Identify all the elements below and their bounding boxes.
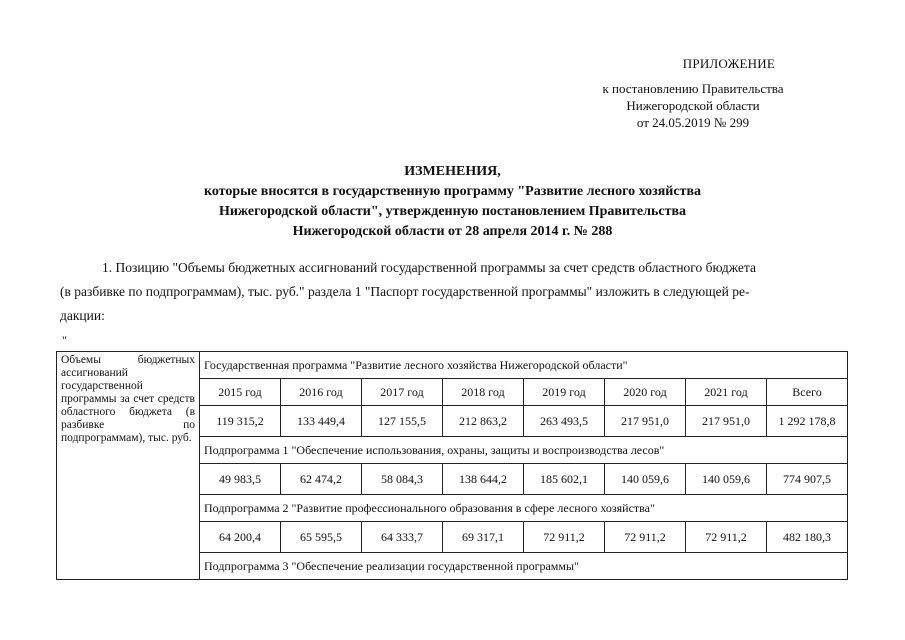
program-value-cell: 133 449,4 [281, 406, 362, 437]
subprogram-2-value-cell: 72 911,2 [605, 522, 686, 553]
program-value-cell: 1 292 178,8 [767, 406, 848, 437]
subprogram-2-value-cell: 72 911,2 [686, 522, 767, 553]
body-paragraph [60, 256, 845, 328]
budget-label-cell: Объемы бюджетных ассигнований государственной программы за счет средств областного бюджета (в разбивке по подпрограммам), тыс. руб. [57, 352, 200, 580]
year-header-cell: 2021 год [686, 379, 767, 406]
program-value-cell: 217 951,0 [686, 406, 767, 437]
subprogram-1-value-cell: 140 059,6 [686, 464, 767, 495]
subprogram-1-value-cell: 140 059,6 [605, 464, 686, 495]
budget-table [56, 351, 848, 580]
program-value-cell: 212 863,2 [443, 406, 524, 437]
subprogram-1-value-cell: 774 907,5 [767, 464, 848, 495]
program-value-cell: 127 155,5 [362, 406, 443, 437]
subprogram-2-title-cell: Подпрограмма 2 "Развитие профессионального образования в сфере лесного хозяйства" [200, 495, 848, 522]
paragraph-line-1: 1. Позицию "Объемы бюджетных ассигнований государственной программы за счет средств областного бюджета [102, 260, 756, 275]
table-row [57, 352, 848, 379]
subprogram-2-value-cell: 482 180,3 [767, 522, 848, 553]
appendix-label: ПРИЛОЖЕНИЕ [682, 56, 775, 71]
resolution-line-2: Нижегородской области [626, 98, 760, 113]
heading-line-3: Нижегородской области", утвержденную постановлением Правительства [218, 204, 687, 219]
paragraph-line-3: дакции: [60, 308, 105, 323]
program-title-cell: Государственная программа "Развитие лесного хозяйства Нижегородской области" [200, 352, 848, 379]
heading-line-1: ИЗМЕНЕНИЯ, [404, 164, 501, 179]
program-value-cell: 119 315,2 [200, 406, 281, 437]
document-heading [0, 162, 905, 242]
resolution-reference [563, 80, 823, 131]
subprogram-1-value-cell: 62 474,2 [281, 464, 362, 495]
subprogram-1-value-cell: 58 084,3 [362, 464, 443, 495]
subprogram-2-value-cell: 64 200,4 [200, 522, 281, 553]
subprogram-2-value-cell: 69 317,1 [443, 522, 524, 553]
paragraph-line-2: (в разбивке по подпрограммам), тыс. руб." раздела 1 "Паспорт государственной программы" изложить в следующей ре- [60, 284, 750, 299]
year-header-cell: 2015 год [200, 379, 281, 406]
opening-quote: " [62, 333, 67, 347]
year-header-cell: 2020 год [605, 379, 686, 406]
heading-line-2: которые вносятся в государственную программу "Развитие лесного хозяйства [203, 184, 702, 199]
year-header-cell: 2017 год [362, 379, 443, 406]
program-value-cell: 217 951,0 [605, 406, 686, 437]
resolution-line-3: от 24.05.2019 № 299 [636, 115, 750, 130]
year-header-cell: 2018 год [443, 379, 524, 406]
heading-line-4: Нижегородской области от 28 апреля 2014 г. № 288 [292, 224, 613, 239]
subprogram-1-value-cell: 185 602,1 [524, 464, 605, 495]
subprogram-2-value-cell: 64 333,7 [362, 522, 443, 553]
subprogram-1-value-cell: 49 983,5 [200, 464, 281, 495]
subprogram-2-value-cell: 72 911,2 [524, 522, 605, 553]
subprogram-3-title-cell: Подпрограмма 3 "Обеспечение реализации государственной программы" [200, 553, 848, 580]
subprogram-1-title-cell: Подпрограмма 1 "Обеспечение использования, охраны, защиты и воспроизводства лесов" [200, 437, 848, 464]
year-header-cell: Всего [767, 379, 848, 406]
year-header-cell: 2016 год [281, 379, 362, 406]
resolution-line-1: к постановлению Правительства [602, 81, 784, 96]
program-value-cell: 263 493,5 [524, 406, 605, 437]
year-header-cell: 2019 год [524, 379, 605, 406]
subprogram-1-value-cell: 138 644,2 [443, 464, 524, 495]
subprogram-2-value-cell: 65 595,5 [281, 522, 362, 553]
